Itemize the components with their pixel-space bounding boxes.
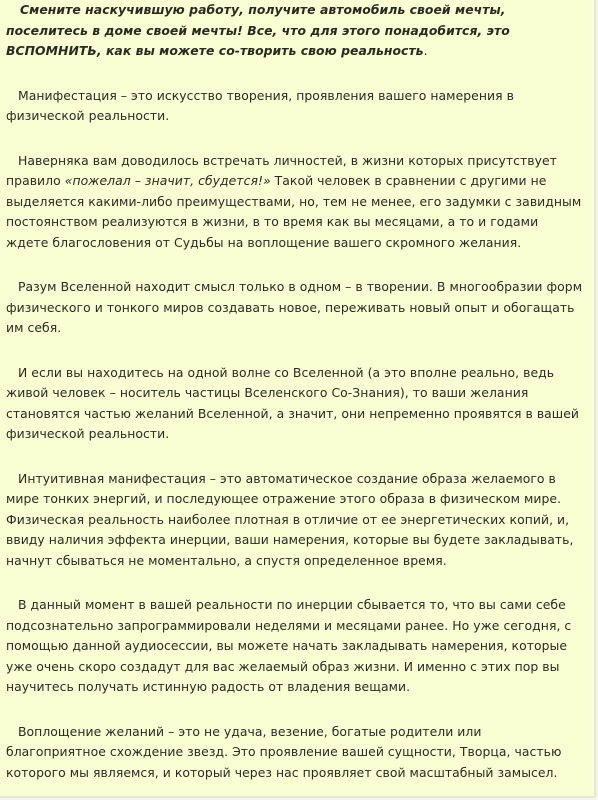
paragraph-text-before: Наверняка вам доводилось встречать личностей, в жизни которых присутствует правило xyxy=(6,152,557,188)
paragraph-quote: «пожелал – значит, сбудется!» xyxy=(64,173,271,188)
paragraph-text: И если вы находитесь на одной волне со Вселенной (а это вполне реально, ведь живой человек – носитель частицы Вселенского Со-Знания), то ваши желания становятся частью желаний Вселенной, а значит, они непременно проявятся в вашей физической реальности. xyxy=(6,364,579,441)
paragraph-wish-rule xyxy=(6,151,584,254)
paragraph-text: Разум Вселенной находит смысл только в одном – в творении. В многообразии форм физического и тонкого миров создавать новое, переживать новый опыт и обогащать им себя. xyxy=(6,279,583,335)
paragraph-same-wave xyxy=(6,363,584,445)
intro-text: Смените наскучившую работу, получите автомобиль своей мечты, поселитесь в доме своей мечты! Все, что для этого понадобится, это ВСПОМНИТЬ, как вы можете со-творить свою реальность xyxy=(6,2,510,58)
paragraph-text: В данный момент в вашей реальности по инерции сбывается то, что вы сами себе подсознательно запрограммировали неделями и месяцами ранее. Но уже сегодня, с помощью данной аудиосессии, вы можете начать закладывать намерения, которые уже очень скоро создадут для вас желаемый образ жизни. И именно с этих пор вы научитесь получать истинную радость от владения вещами. xyxy=(6,597,572,694)
paragraph-manifestation xyxy=(6,86,584,127)
paragraph-universe-mind xyxy=(6,277,584,339)
paragraph-inertia xyxy=(6,595,584,698)
paragraph-embodiment xyxy=(6,722,584,784)
paragraph-intuitive-manifestation xyxy=(6,469,584,572)
paragraph-text-after: Такой человек в сравнении с другими не выделяется какими-либо преимуществами, но, тем не менее, его задумки с завидным постоянством реализуются в жизни, в то время как вы месяцами, а то и годами ждете благословения от Судьбы на воплощение вашего скромного желания. xyxy=(6,173,582,250)
paragraph-text: Манифестация – это искусство творения, проявления вашего намерения в физической реальности. xyxy=(6,87,514,123)
paragraph-text: Воплощение желаний – это не удача, везение, богатые родители или благоприятное схождение звезд. Это проявление вашей сущности, Творца, частью которого мы являемся, и который через нас проявляет свой масштабный замысел. xyxy=(6,723,562,780)
intro-tail: . xyxy=(423,43,428,58)
intro-paragraph xyxy=(6,0,584,62)
paragraph-text: Интуитивная манифестация – это автоматическое создание образа желаемого в мире тонких энергий, и последующее отражение этого образа в физическом мире. Физическая реальность наиболее плотная в отличие от ее энергетических копий, и, ввиду наличия эффекта инерции, ваши намерения, которые вы будете закладывать, начнут сбываться не моментально, а спустя определенное время. xyxy=(6,470,574,568)
